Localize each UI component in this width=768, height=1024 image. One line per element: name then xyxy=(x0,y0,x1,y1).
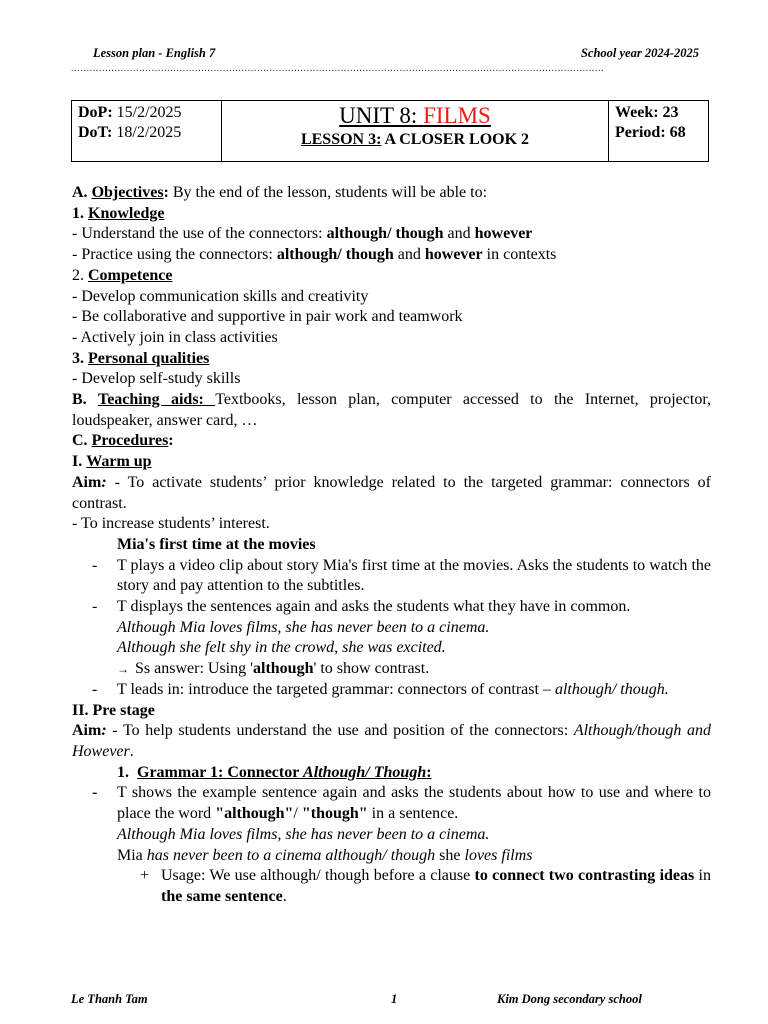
objectives-heading: A. Objectives: By the end of the lesson, students will be able to: xyxy=(72,184,488,201)
unit-title: UNIT 8: FILMS xyxy=(339,103,491,128)
warmup-aim-2: - To increase students’ interest. xyxy=(72,515,270,533)
competence-item-3: - Actively join in class activities xyxy=(72,328,278,346)
prestage-step-1: - T shows the example sentence again and asks the students about how to use and where to place the word "although"/ "though" in a sentence. xyxy=(92,784,711,823)
lesson-info-table xyxy=(71,100,709,162)
knowledge-item-1: - Understand the use of the connectors: although/ though and however xyxy=(72,225,533,243)
page-header xyxy=(93,46,699,61)
example-sentence-2: Although she felt shy in the crowd, she was excited. xyxy=(117,639,446,657)
activity-title: Mia's first time at the movies xyxy=(117,535,316,553)
dot-value: 18/2/2025 xyxy=(116,124,182,141)
procedures-heading: C. Procedures: xyxy=(72,432,174,450)
competence-item-1: - Develop communication skills and creativity xyxy=(72,287,369,305)
week-cell xyxy=(609,101,709,162)
header-left: Lesson plan - English 7 xyxy=(93,46,216,60)
warmup-step-1: - T plays a video clip about story Mia's first time at the movies. Asks the students to watch the story and pay attention to the subtitles. xyxy=(92,556,711,595)
dates-cell xyxy=(72,101,222,162)
arrow-icon: → xyxy=(117,662,129,677)
dop-value: 15/2/2025 xyxy=(116,104,182,121)
prestage-aim: Aim: - To help students understand the use and position of the connectors: Although/though and However. xyxy=(72,722,711,760)
warmup-heading: I. Warm up xyxy=(72,453,152,471)
page-footer xyxy=(71,992,671,1008)
qualities-item-1: - Develop self-study skills xyxy=(72,370,241,388)
warmup-step-3: - T leads in: introduce the targeted grammar: connectors of contrast – although/ though. xyxy=(92,680,669,698)
title-cell xyxy=(222,101,609,162)
example-sentence-1: Although Mia loves films, she has never been to a cinema. xyxy=(117,618,490,636)
period: Period: 68 xyxy=(615,124,686,141)
dop-label: DoP: xyxy=(78,104,113,121)
warmup-aim: Aim: - To activate students’ prior knowledge related to the targeted grammar: connectors of contrast. xyxy=(72,473,711,512)
qualities-heading: 3. Personal qualities xyxy=(72,349,210,367)
example-sentence-4: Mia has never been to a cinema although/ though she loves films xyxy=(117,846,533,864)
footer-author: Le Thanh Tam xyxy=(71,992,148,1006)
lesson-title: LESSON 3: A CLOSER LOOK 2 xyxy=(300,131,530,148)
header-divider: ............................................................................................................................................................................ xyxy=(71,63,605,74)
week: Week: 23 xyxy=(615,104,679,121)
warmup-step-2: - T displays the sentences again and asks the students what they have in common. xyxy=(92,598,631,616)
students-answer: → Ss answer: Using 'although' to show contrast. xyxy=(72,659,711,680)
lesson-body xyxy=(72,183,711,908)
knowledge-item-2: - Practice using the connectors: although/ though and however in contexts xyxy=(72,246,557,264)
competence-item-2: - Be collaborative and supportive in pair work and teamwork xyxy=(72,308,463,326)
usage-note: + Usage: We use although/ though before a clause to connect two contrasting ideas in the same sentence. xyxy=(140,867,711,905)
teaching-aids: B. Teaching aids: Textbooks, lesson plan, computer accessed to the Internet, projector, loudspeaker, answer card, … xyxy=(72,391,712,429)
header-right: School year 2024-2025 xyxy=(580,46,699,60)
grammar-1-heading: 1. Grammar 1: Connector Although/ Though: xyxy=(117,763,432,781)
footer-school: Kim Dong secondary school xyxy=(497,992,642,1006)
dot-label: DoT: xyxy=(78,124,113,141)
page-number: 1 xyxy=(391,992,398,1006)
prestage-heading: II. Pre stage xyxy=(72,701,155,719)
unit-films: FILMS xyxy=(423,103,491,128)
knowledge-heading: 1. Knowledge xyxy=(72,204,165,222)
competence-heading: 2. Competence xyxy=(72,266,173,284)
example-sentence-3: Although Mia loves films, she has never been to a cinema. xyxy=(117,825,490,843)
